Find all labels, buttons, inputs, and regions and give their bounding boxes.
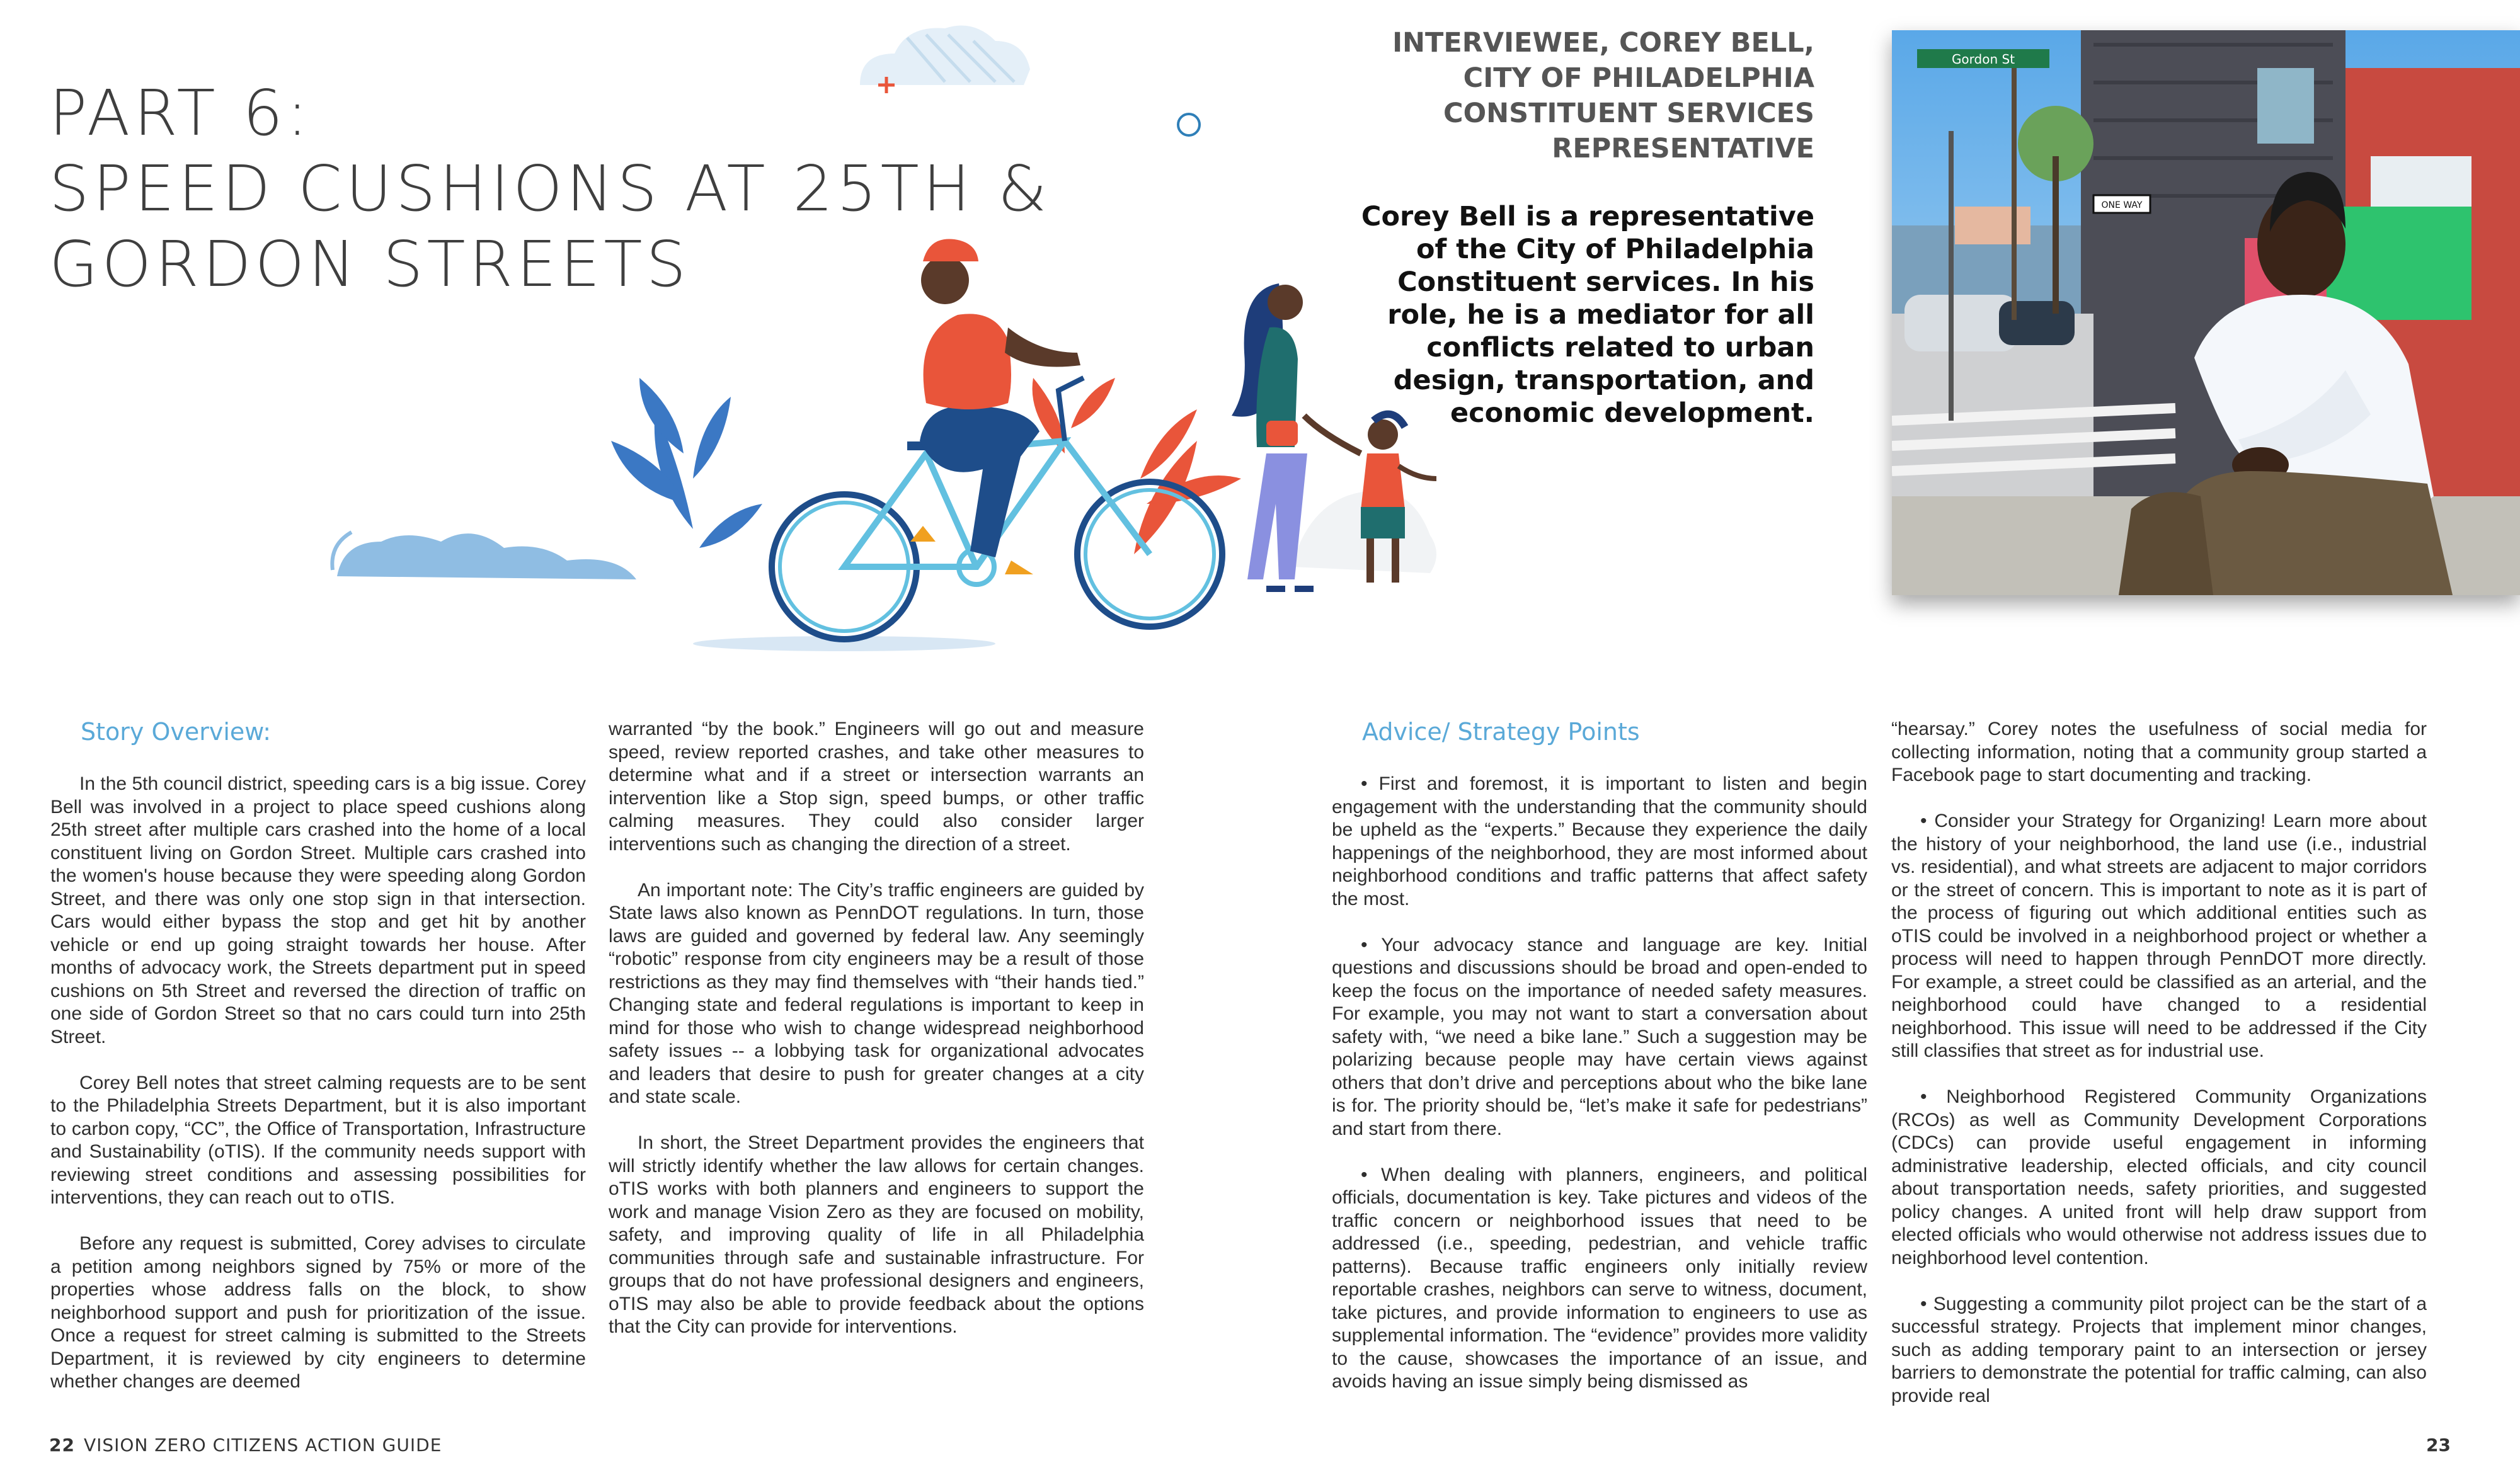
cyclist [910,239,1080,574]
page-number-right: 23 [2426,1435,2451,1455]
street-sign-label: Gordon St [1951,52,2015,67]
circle-decoration [1178,114,1200,135]
story-column-2 [609,718,1144,1339]
oneway-sign-label: ONE WAY [2101,200,2143,210]
paragraph: • Consider your Strategy for Organizing! Learn more about the history of your neighborhood, the land use (i.e., industrial vs. residential), and what streets are adjacent to major corridors or the street of concern. This is important to note as it is part of the process of figuring out which additional entities such as oTIS could be involved in a neighborhood project or whether a process will need to happen through PennDOT more directly. For example, a street could be classified as an arterial, and the neighborhood could have changed to a residential neighborhood. This issue will need to be addressed if the City still classifies that street as for industrial use. [1891,811,2427,1061]
paragraph: In short, the Street Department provides the engineers that will strictly identify whether the law allows for certain changes. oTIS works with both planners and engineers to support the work and manage Vision Zero as they are focused on mobility, safety, and improving quality of life in all Philadelphia communities through safe and sustainable infrastructure. For groups that do not have professional designers and engineers, oTIS may also be able to provide feedback about the options that the City can provide for interventions. [609,1132,1144,1337]
paragraph: In the 5th council district, speeding cars is a big issue. Corey Bell was involved in a project to place speed cushions along 25th street after multiple cars crashed into the home of a local constituent living on Gordon Street. Multiple cars crashed into the women's house because they were speeding along Gordon Street, and there was only one stop sign in that intersection. Cars would either bypass the stop and get hit by another vehicle or end up going straight towards her house. After months of advocacy work, the Streets department put in speed cushions on 5th Street and reversed the direction of traffic on one side of Gordon Street so that no cars could turn into 25th Street. [50,773,586,1047]
interviewee-bio [1298,200,1814,430]
paragraph: • Neighborhood Registered Community Organizations (RCOs) as well as Community Development Corporations (CDCs) can provide useful engagement in informing administrative leadership, elected officials, and city council about transportation needs, safety priorities, and suggested policy changes. A united front will help draw support from elected officials who would otherwise not address issues due to neighborhood level contention. [1891,1086,2427,1268]
story-overview-heading: Story Overview: [81,718,272,746]
paragraph: Corey Bell notes that street calming requests are to be sent to the Philadelphia Streets Department, but it is also important to carbon copy, “CC”, the Office of Transportation, Infrastructure and Sustainability (oTIS). If the community needs support with reviewing street conditions and assessing possibilities for interventions, they can reach out to oTIS. [50,1072,586,1208]
interviewee-heading [1323,25,1814,166]
bio-line: design, transportation, and [1393,365,1814,396]
bio-line: economic development. [1450,397,1814,429]
bio-line: role, he is a mediator for all [1387,299,1814,331]
bio-line: Corey Bell is a representative [1361,201,1814,232]
bio-line: of the City of Philadelphia [1416,234,1814,265]
advice-heading: Advice/ Strategy Points [1362,718,1640,746]
interviewee-line: REPRESENTATIVE [1552,133,1814,164]
paragraph: warranted “by the book.” Engineers will go out and measure speed, review reported crashes, and take other measures to determine what and if a street or intersection warrants an intervention like a Stop sign, speed bumps, or other traffic calming measures. They could also consider larger interventions such as changing the direction of a street. [609,719,1144,855]
paragraph: Before any request is submitted, Corey advises to circulate a petition among neighbors signed by 75% or more of the properties whose address falls on the block, to show neighborhood support and push for prioritization of the issue. Once a request for street calming is submitted to the Streets Department, it is reviewed by city engineers to determine whether changes are deemed [50,1233,586,1392]
interviewee-line: INTERVIEWEE, COREY BELL, [1392,27,1814,59]
bio-line: conflicts related to urban [1426,332,1814,363]
ground-blob [337,533,636,579]
bio-line: Constituent services. In his [1397,266,1814,298]
guide-title: VISION ZERO CITIZENS ACTION GUIDE [83,1435,442,1455]
paragraph: • Suggesting a community pilot project can be the start of a successful strategy. Projects that implement minor changes, such as adding temporary paint to an intersection or jersey barriers to demonstrate the potential for traffic calming, can also provide real [1891,1293,2427,1406]
story-column-1 [50,773,586,1394]
advice-column-2 [1891,718,2427,1408]
interviewee-photo [1892,30,2520,595]
interviewee-line: CITY OF PHILADELPHIA [1463,62,1814,94]
footer-left [49,1435,442,1455]
paragraph: “hearsay.” Corey notes the usefulness of social media for collecting information, noting that a community group started a Facebook page to start documenting and tracking. [1891,719,2427,785]
interviewee-line: CONSTITUENT SERVICES [1443,98,1814,129]
advice-column-1 [1332,773,1867,1394]
paragraph: An important note: The City’s traffic engineers are guided by State laws also known as PennDOT regulations. In turn, those laws are guided and governed by federal law. Any seemingly “robotic” response from city engineers may be a result of those restrictions as they may find themselves with “their hands tied.” Changing state and federal regulations is important to keep in mind for those who wish to change widespread neighborhood safety issues -- a lobbying task for organizational advocates and leaders that desire to push for greater changes at a city and state scale. [609,879,1144,1107]
page-number-left: 22 [49,1435,75,1455]
paragraph: • Your advocacy stance and language are key. Initial questions and discussions should be broad and open-ended to keep the focus on the importance of needed safety measures. For example, you may not want to start a conversation about safety with, “we need a bike lane.” Such a suggestion may be polarizing because people may have certain views against others that don’t drive and perceptions about who the bike lane is for. The priority should be, “let’s make it safe for pedestrians” and start from there. [1332,934,1867,1139]
leaf-icon [611,378,762,548]
paragraph: • First and foremost, it is important to listen and begin engagement with the understanding that the community should be upheld as the “experts.” Because they experience the daily happenings of the neighborhood, they are most informed about neighborhood conditions and traffic patterns that affect safety the most. [1332,773,1867,909]
cloud-icon [860,26,1030,86]
title-line: GORDON STREETS [49,227,690,301]
title-line: SPEED CUSHIONS AT 25TH & [49,152,1051,225]
paragraph: • When dealing with planners, engineers, and political officials, documentation is key. Take pictures and videos of the traffic concern or neighborhood issues that need to be addressed (i.e., speeding, pedestrian, and vehicle traffic patterns). Because traffic engineers only initially review reportable crashes, neighbors can serve to witness, document, take pictures, and provide information to engineers to use as supplemental information. The “evidence” provides more validity to the cause, showcases the importance of an issue, and avoids having an issue simply being dismissed as [1332,1164,1867,1392]
title-line: PART 6: [49,76,312,150]
cyclist-family-illustration [328,19,1449,668]
